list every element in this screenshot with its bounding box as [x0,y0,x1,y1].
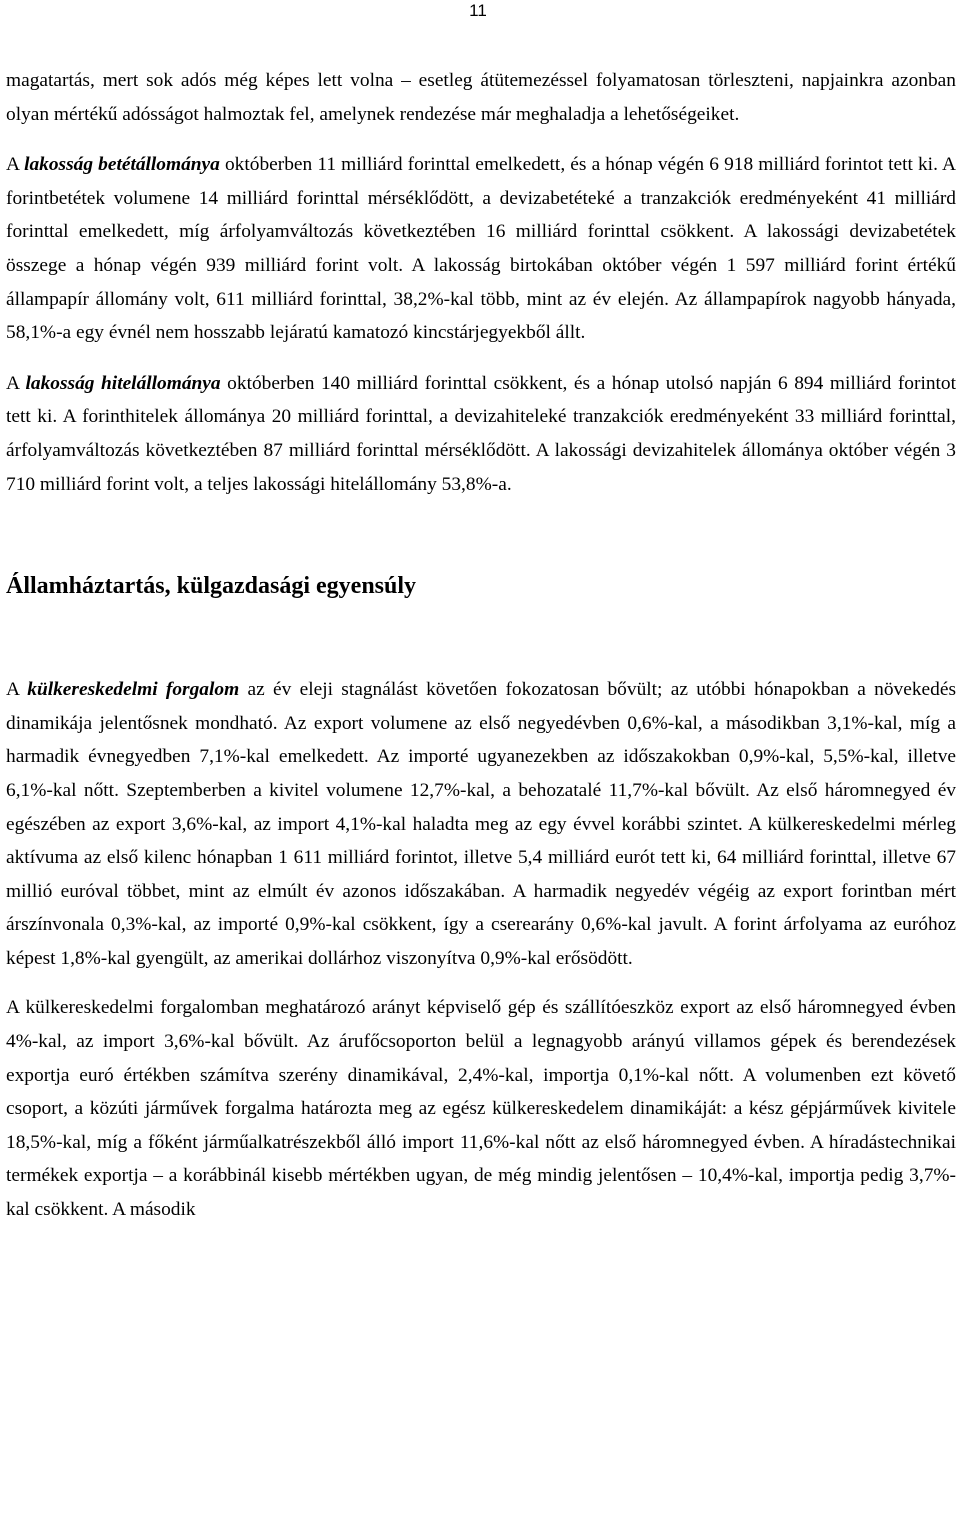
key-term: külkereskedelmi forgalom [27,679,240,701]
document-body [6,64,956,1227]
paragraph-body: októberben 140 milliárd forinttal csökkent, és a hónap utolsó napján 6 894 milliárd forintot tett ki. A forinthitelek állománya 20 milliárd forinttal, a devizahiteleké tranzakciók eredményeként 33 milliárd forinttal, árfolyamváltozás következtében 87 milliárd forinttal mérséklődött. A lakossági devizahitelek állománya október végén 3 710 milliárd forint volt, a teljes lakossági hitelállomány 53,8%-a. [6,372,957,495]
paragraph-body: októberben 11 milliárd forinttal emelkedett, és a hónap végén 6 918 milliárd forintot tett ki. A forintbetétek volumene 14 milliárd forinttal mérséklődött, a devizabetéteké a tranzakciók eredményeként 41 milliárd forinttal emelkedett, míg árfolyamváltozás következtében 16 milliárd forinttal csökkent. A lakossági devizabetétek összege a hónap végén 939 milliárd forint volt. A lakosság birtokában október végén 1 597 milliárd forint értékű állampapír állomány volt, 611 milliárd forinttal, 38,2%-kal több, mint az év elején. Az állampapírok nagyobb hányada, 58,1%-a egy évnél nem hosszabb lejáratú kamatozó kincstárjegyekből állt. [6,154,956,344]
key-term: lakosság hitelállománya [25,372,221,394]
paragraph-foreign-trade [6,673,956,975]
paragraph-household-loans [6,367,956,501]
paragraph-body: az év eleji stagnálást követően fokozatosan bővült; az utóbbi hónapokban a növekedés dinamikája jelentősnek mondható. Az export volumene az első negyedévben 0,6%-kal, a másodikban 3,1%-kal, míg a harmadik évnegyedben 7,1%-kal emelkedett. Az importé ugyanezekben az időszakokban 0,9%-kal, 5,5%-kal, illetve 6,1%-kal nőtt. Szeptemberben a kivitel volumene 12,7%-kal, a behozatalé 11,7%-kal bővült. Az első háromnegyed év egészében az export 3,6%-kal, az import 4,1%-kal haladta meg az egy évvel korábbi szintet. A külkereskedelmi mérleg aktívuma az első kilenc hónapban 1 611 milliárd forintot, illetve 5,4 milliárd eurót tett ki, 64 milliárd forinttal, illetve 67 millió euróval többet, mint az elmúlt év azonos időszakában. A harmadik negyedév végéig az export forintban mért árszínvonala 0,3%-kal, az importé 0,9%-kal csökkent, így a cserearány 0,6%-kal javult. A forint árfolyama az euróhoz képest 1,8%-kal gyengült, az amerikai dollárhoz viszonyítva 0,9%-kal erősödött. [6,679,956,969]
section-heading: Államháztartás, külgazdasági egyensúly [6,573,417,600]
key-term: lakosság betétállománya [24,154,220,176]
paragraph-lead: A [6,679,28,701]
paragraph-lead: A [6,154,25,176]
paragraph-household-deposits [6,148,956,350]
paragraph-machinery-trade: A külkereskedelmi forgalomban meghatározó arányt képviselő gép és szállítóeszköz export az első háromnegyed évben 4%-kal, az import 3,6%-kal bővült. Az árufőcsoporton belül a legnagyobb arányú villamos gépek és berendezések exportja euró értékben számítva szerény dinamikával, 2,4%-kal, importja 0,1%-kal nőtt. A volumenben ezt követő csoport, a közúti járművek forgalma határozta meg az egész külkereskedelem dinamikáját: a kész gépjárművek kivitele 18,5%-kal, míg a főként járműalkatrészekből álló import 11,6%-kal nőtt az első háromnegyed évben. A híradástechnikai termékek exportja – a korábbinál kisebb mértékben ugyan, de még mindig jelentősen – 10,4%-kal, importja pedig 3,7%-kal csökkent. A második [6,997,956,1221]
page-number: 11 [469,1,487,20]
paragraph-lead: A [6,372,26,394]
paragraph-debt-behaviour: magatartás, mert sok adós még képes lett volna – esetleg átütemezéssel folyamatosan törleszteni, napjainkra azonban olyan mértékű adósságot halmoztak fel, amelynek rendezése már meghaladja a lehetőségeiket. [6,70,956,125]
